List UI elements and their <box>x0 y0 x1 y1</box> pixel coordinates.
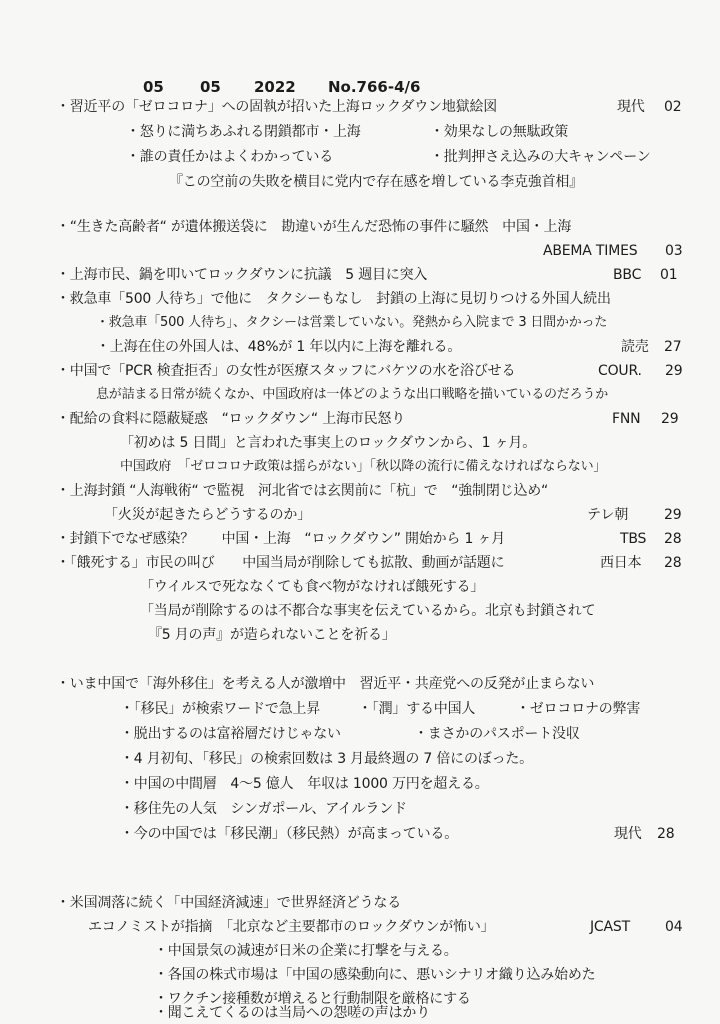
header-year: 2022 <box>254 78 296 96</box>
s3-headline: ・いま中国で「海外移住」を考える人が激増中 習近平・共産党への反発が止まらない <box>56 676 595 692</box>
s2-line-12-source: TBS <box>620 531 647 547</box>
s2-headline: ・“生きた高齢者“ が遺体搬送袋に 勘違いが生んだ恐怖の事件に騒然 中国・上海 <box>56 219 572 235</box>
s2-source: ABEMA TIMES <box>543 243 638 259</box>
s3-bullet-4: ・中国の中間層 4～5 億人 年収は 1000 万円を超える。 <box>120 776 489 792</box>
s2-line-11: 「火災が起きたらどうするのか」 <box>104 507 311 523</box>
s4-source: JCAST <box>590 919 630 935</box>
s4-page: 04 <box>665 919 683 935</box>
s2-line-8: 「初めは 5 日間」と言われた事実上のロックダウンから、1 ヶ月。 <box>120 435 537 451</box>
s1-bullet-4: ・批判押さえ込みの大キャンペーン <box>430 149 651 165</box>
s2-line-6: 息が詰まる日常が続くなか、中国政府は一体どのような出口戦略を描いているのだろうか <box>96 387 609 402</box>
s2-line-4-source: 読売 <box>621 339 649 355</box>
s1-source: 現代 <box>617 99 645 115</box>
s2-line-7-page: 29 <box>661 411 679 427</box>
s4-headline: ・米国凋落に続く「中国経済減速」で世界経済どうなる <box>56 895 401 911</box>
s2-line-13-page: 28 <box>664 555 682 571</box>
s3-bullet-6: ・今の中国では「移民潮」（移民熱）が高まっている。 <box>120 826 458 842</box>
s3-bullet-1c: ・ゼロコロナの弊害 <box>516 701 641 717</box>
s2-line-7: ・配給の食料に隠蔽疑惑 “ロックダウン“ 上海市民怒り <box>56 411 405 427</box>
s2-line-9: 中国政府 「ゼロコロナ政策は揺らがない」「秋以降の流行に備えなければならない」 <box>120 459 607 474</box>
s2-line-5-source: COUR. <box>598 363 642 379</box>
s1-bullet-1: ・怒りに満ちあふれる閉鎖都市・上海 <box>126 124 361 140</box>
header-month: 05 <box>143 78 164 96</box>
s4-bullet-1: ・中国景気の減速が日米の企業に打撃を与える。 <box>154 943 458 959</box>
s2-line-1: ・上海市民、鍋を叩いてロックダウンに抗議 5 週目に突入 <box>56 267 428 283</box>
header-day: 05 <box>200 78 221 96</box>
s2-line-10: ・上海封鎖 “人海戦術“ で監視 河北省では玄関前に「杭」で “強制閉じ込め“ <box>56 483 549 499</box>
s1-bullet-3: ・誰の責任かはよくわかっている <box>126 149 333 165</box>
s2-line-4-page: 27 <box>664 339 682 355</box>
s2-line-11-source: テレ朝 <box>587 507 629 523</box>
s1-headline: ・習近平の「ゼロコロナ」への固執が招いた上海ロックダウン地獄絵図 <box>56 99 498 115</box>
s2-line-7-source: FNN <box>612 411 641 427</box>
s3-page: 28 <box>657 826 675 842</box>
s3-bullet-3: ・4 月初旬、「移民」の検索回数は 3 月最終週の 7 倍にのぼった。 <box>120 751 533 767</box>
s2-line-14: 「ウイルスで死ななくても食べ物がなければ餓死する」 <box>140 579 485 595</box>
s1-page: 02 <box>664 99 682 115</box>
s3-bullet-1b: ・「潤」する中国人 <box>358 701 476 717</box>
s3-source: 現代 <box>614 826 642 842</box>
s2-page: 03 <box>665 243 683 259</box>
s4-subheadline: エコノミストが指摘 「北京など主要都市のロックダウンが怖い」 <box>88 919 495 935</box>
s2-line-2: ・救急車「500 人待ち」で他に タクシーもなし 封鎖の上海に見切りつける外国人続出 <box>56 291 611 307</box>
s1-quote: 『この空前の失敗を横目に党内で存在感を増している李克強首相』 <box>169 174 583 190</box>
s2-line-13: ・「餓死する」市民の叫び 中国当局が削除しても拡散、動画が話題に <box>56 555 505 571</box>
s4-bullet-3: ・ワクチン接種数が増えると行動制限を厳格にする <box>154 991 471 1007</box>
s2-line-1-source: BBC <box>613 267 642 283</box>
s3-bullet-5: ・移住先の人気 シンガポール、アイルランド <box>120 801 407 817</box>
s1-bullet-2: ・効果なしの無駄政策 <box>430 124 568 140</box>
s2-line-5-page: 29 <box>665 363 683 379</box>
s3-bullet-2b: ・まさかのパスポート没収 <box>414 726 580 742</box>
s2-line-12: ・封鎖下でなぜ感染？ 中国・上海 “ロックダウン” 開始から 1 ヶ月 <box>56 531 506 547</box>
s2-line-15: 「当局が削除するのは不都合な事実を伝えているから。北京も封鎖されて <box>140 603 596 619</box>
s3-bullet-1a: ・「移民」が検索ワードで急上昇 <box>120 701 320 717</box>
s2-line-4: ・上海在住の外国人は、48%が 1 年以内に上海を離れる。 <box>96 339 462 355</box>
s4-bullet-2: ・各国の株式市場は「中国の感染動向に、悪いシナリオ織り込み始めた <box>154 967 596 983</box>
s2-line-3: ・救急車「500 人待ち」、タクシーは営業していない。発熱から入院まで 3 日間かかった <box>96 315 608 330</box>
s2-line-11-page: 29 <box>664 507 682 523</box>
s2-line-1-page: 01 <box>660 267 678 283</box>
s2-line-16: 『5 月の声』が造られないことを祈る」 <box>148 627 396 643</box>
s2-line-12-page: 28 <box>664 531 682 547</box>
s3-bullet-2a: ・脱出するのは富裕層だけじゃない <box>120 726 341 742</box>
s4-bullet-4: ・聞こえてくるのは当局への怨嗟の声はかり <box>154 1005 430 1021</box>
s2-line-13-source: 西日本 <box>600 555 642 571</box>
s2-line-5: ・中国で「PCR 検査拒否」の女性が医療スタッフにバケツの水を浴びせる <box>56 363 516 379</box>
header-issue-number: No.766-4/6 <box>328 78 421 96</box>
